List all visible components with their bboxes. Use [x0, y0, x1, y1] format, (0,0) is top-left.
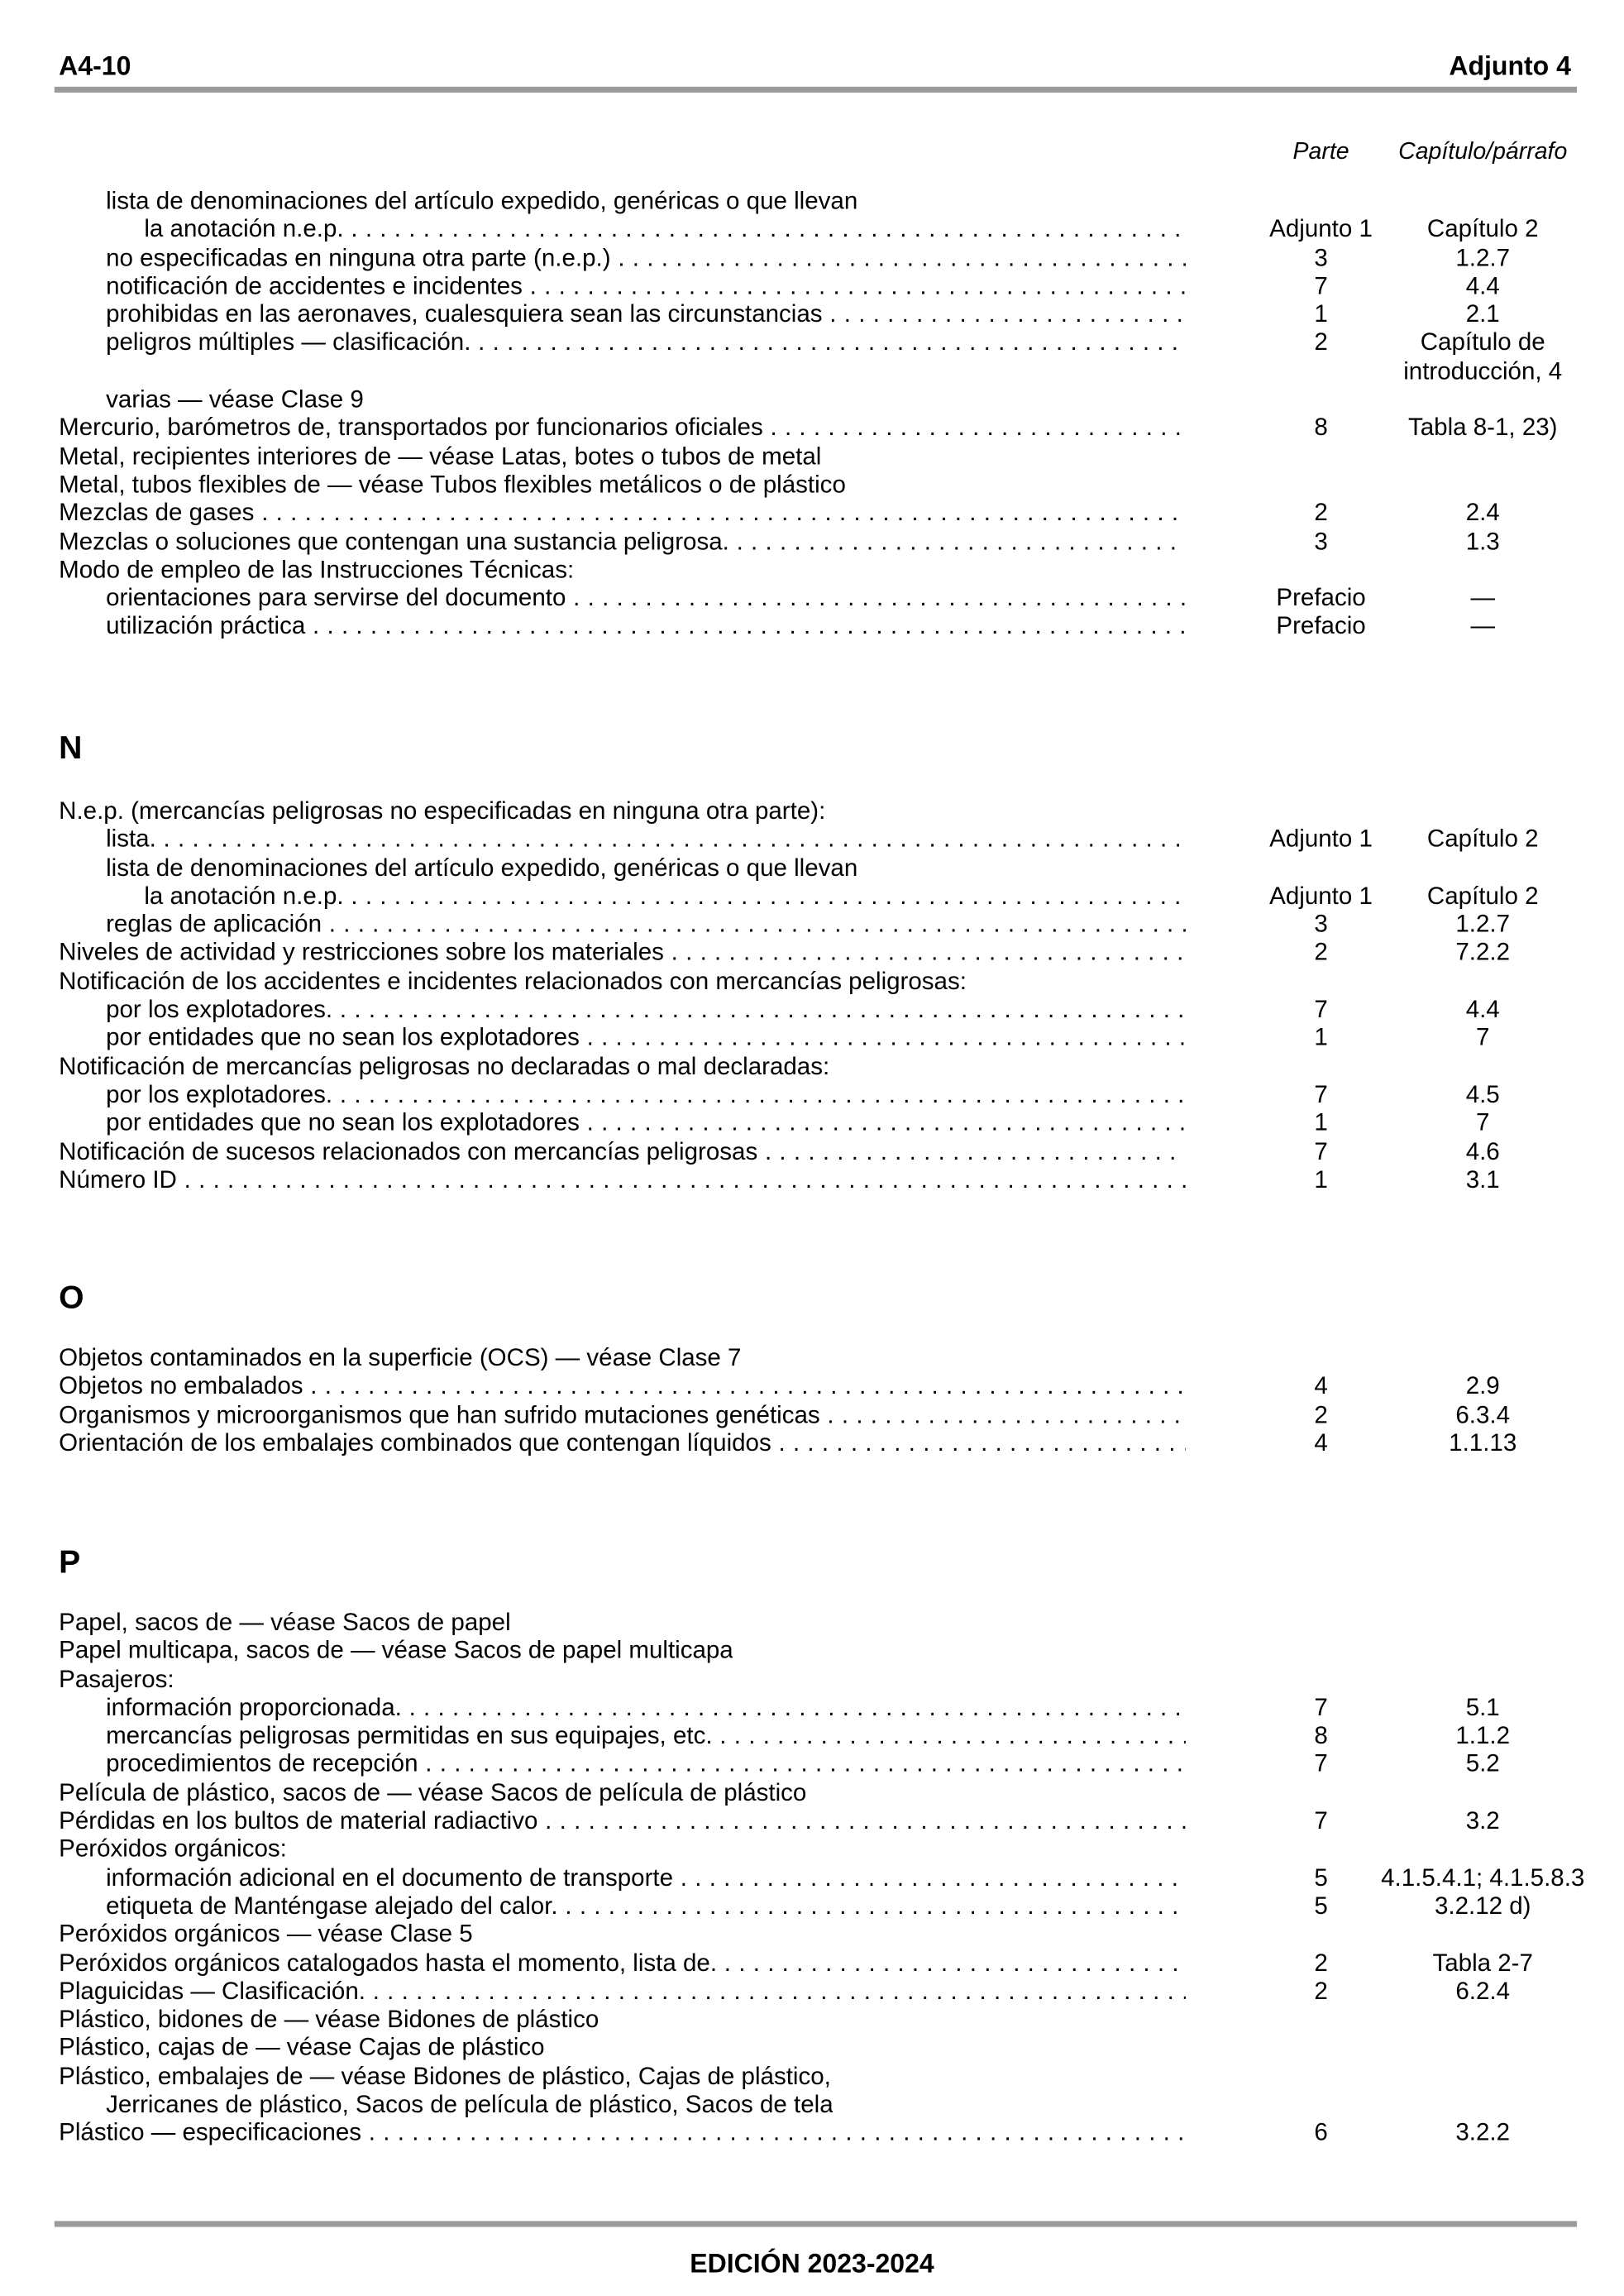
index-entry — [0, 1024, 1624, 1052]
index-entry — [0, 1949, 1624, 1977]
index-entry — [0, 1428, 1624, 1457]
entry-text: información adicional en el documento de transporte . . . — [106, 1863, 1186, 1892]
entry-capitulo: Capítulo de introducción, 4 — [1403, 328, 1563, 385]
entry-text: utilización práctica . . . — [106, 612, 1186, 640]
index-entry — [0, 612, 1624, 640]
entry-parte: 7 — [1314, 1136, 1328, 1165]
index-entry — [0, 825, 1624, 854]
index-entry — [0, 215, 1624, 243]
entry-capitulo: — — [1470, 612, 1495, 640]
entry-text: notificación de accidentes e incidentes . . . — [106, 272, 1186, 300]
entry-text: Mezclas de gases . . . — [59, 499, 1186, 527]
entry-parte: 7 — [1314, 1080, 1328, 1108]
index-entry — [0, 243, 1624, 271]
index-entry — [0, 1778, 1624, 1806]
index-entry — [0, 1806, 1624, 1834]
entry-text: Objetos contaminados en la superficie (OCS) — véase Clase 7 — [59, 1343, 742, 1372]
entry-capitulo: Capítulo 2 — [1426, 214, 1539, 243]
entry-parte: 4 — [1314, 1371, 1328, 1400]
index-entry — [0, 882, 1624, 910]
entry-text: Metal, tubos flexibles de — véase Tubos flexibles metálicos o de plástico — [59, 470, 846, 499]
index-entry — [0, 556, 1624, 584]
entry-capitulo: 6.3.4 — [1455, 1399, 1511, 1428]
entry-parte: 2 — [1314, 328, 1328, 356]
entry-text: Peróxidos orgánicos catalogados hasta el momento, lista de. . . . — [59, 1949, 1186, 1977]
edition-footer: EDICIÓN 2023-2024 — [690, 2249, 934, 2279]
index-entry — [0, 1693, 1624, 1721]
entry-text: Notificación de mercancías peligrosas no declaradas o mal declaradas: — [59, 1051, 830, 1080]
index-entry — [0, 1052, 1624, 1080]
entry-capitulo: 4.4 — [1465, 995, 1500, 1024]
index-entry — [0, 272, 1624, 300]
column-header-parte: Parte — [1292, 139, 1349, 165]
entry-parte: Prefacio — [1276, 612, 1366, 640]
entry-capitulo: 1.1.13 — [1449, 1428, 1517, 1457]
index-entry — [0, 2034, 1624, 2062]
entry-text: Plástico, cajas de — véase Cajas de plástico — [59, 2033, 545, 2062]
entry-capitulo: — — [1470, 583, 1495, 612]
index-entry — [0, 939, 1624, 967]
page-number: A4-10 — [59, 51, 131, 81]
entry-parte: 5 — [1314, 1863, 1328, 1892]
entry-text: Peróxidos orgánicos — véase Clase 5 — [59, 1920, 473, 1949]
index-entry — [0, 910, 1624, 938]
entry-text: Plaguicidas — Clasificación. . . . — [59, 1977, 1186, 2005]
entry-capitulo: 2.4 — [1465, 498, 1500, 527]
entry-parte: 3 — [1314, 910, 1328, 939]
entry-parte: Adjunto 1 — [1269, 214, 1373, 243]
entry-capitulo: 2.1 — [1465, 299, 1500, 328]
entry-text: Modo de empleo de las Instrucciones Técnicas: — [59, 555, 575, 584]
entry-text: Plástico, embalajes de — véase Bidones de plástico, Cajas de plástico, — [59, 2061, 831, 2090]
entry-parte: 7 — [1314, 1749, 1328, 1778]
index-entry — [0, 300, 1624, 328]
entry-parte: 2 — [1314, 1977, 1328, 2005]
index-entry — [0, 1920, 1624, 1948]
entry-text: lista. . . . — [106, 825, 1186, 854]
section-o — [0, 1343, 1624, 1457]
entry-capitulo: 1.1.2 — [1455, 1721, 1511, 1750]
index-entry — [0, 1108, 1624, 1136]
index-entry — [0, 499, 1624, 527]
entry-text: N.e.p. (mercancías peligrosas no especificadas en ninguna otra parte): — [59, 796, 826, 825]
index-entry — [0, 1343, 1624, 1371]
entry-text: Jerricanes de plástico, Sacos de película de plástico, Sacos de tela — [106, 2090, 833, 2119]
index-entry — [0, 1637, 1624, 1665]
entry-capitulo: 4.1.5.4.1; 4.1.5.8.3 — [1381, 1863, 1585, 1892]
entry-capitulo: 4.5 — [1465, 1080, 1500, 1108]
section-n — [0, 796, 1624, 1193]
index-entry — [0, 2005, 1624, 2033]
entry-capitulo: 1.3 — [1465, 527, 1500, 556]
entry-parte: Prefacio — [1276, 583, 1366, 612]
entry-parte: 1 — [1314, 299, 1328, 328]
entry-text: por los explotadores. . . . — [106, 995, 1186, 1023]
entry-parte: 7 — [1314, 1693, 1328, 1721]
index-entry — [0, 2119, 1624, 2147]
entry-text: etiqueta de Manténgase alejado del calor. . . . — [106, 1892, 1186, 1920]
entry-text: Orientación de los embalajes combinados que contengan líquidos . . . — [59, 1428, 1186, 1457]
entry-capitulo: 7 — [1476, 1108, 1490, 1137]
index-entry — [0, 1750, 1624, 1778]
index-entry — [0, 442, 1624, 470]
entry-parte: 8 — [1314, 414, 1328, 442]
entry-text: Peróxidos orgánicos: — [59, 1834, 287, 1863]
header-rule — [55, 87, 1577, 93]
index-entry — [0, 1863, 1624, 1892]
entry-text: prohibidas en las aeronaves, cualesquiera sean las circunstancias . . . — [106, 300, 1186, 328]
section-m — [0, 187, 1624, 641]
entry-text: Pérdidas en los bultos de material radiactivo . . . — [59, 1806, 1186, 1834]
entry-text: Notificación de sucesos relacionados con mercancías peligrosas . . . — [59, 1137, 1186, 1165]
index-entry — [0, 385, 1624, 414]
entry-text: Niveles de actividad y restricciones sobre los materiales . . . — [59, 939, 1186, 967]
index-entry — [0, 328, 1624, 385]
index-entry — [0, 854, 1624, 882]
entry-capitulo: 3.1 — [1465, 1165, 1500, 1193]
entry-parte: 8 — [1314, 1721, 1328, 1750]
entry-text: Organismos y microorganismos que han sufrido mutaciones genéticas . . . — [59, 1400, 1186, 1428]
entry-capitulo: 1.2.7 — [1455, 243, 1511, 272]
section-letter-n: N — [59, 729, 83, 766]
entry-capitulo: Capítulo 2 — [1426, 882, 1539, 910]
entry-capitulo: 2.9 — [1465, 1371, 1500, 1400]
entry-parte: 7 — [1314, 271, 1328, 300]
entry-capitulo: Capítulo 2 — [1426, 825, 1539, 854]
entry-text: procedimientos de recepción . . . — [106, 1750, 1186, 1778]
entry-text: orientaciones para servirse del documento . . . — [106, 584, 1186, 612]
entry-text: Objetos no embalados . . . — [59, 1372, 1186, 1400]
entry-text: Plástico — especificaciones . . . — [59, 2119, 1186, 2147]
entry-parte: 3 — [1314, 243, 1328, 272]
index-entry — [0, 2090, 1624, 2118]
entry-text: Papel multicapa, sacos de — véase Sacos de papel multicapa — [59, 1636, 733, 1665]
section-letter-p: P — [59, 1543, 81, 1581]
index-entry — [0, 527, 1624, 555]
entry-capitulo: Tabla 2-7 — [1432, 1948, 1533, 1977]
index-entry — [0, 187, 1624, 215]
section-p — [0, 1608, 1624, 2147]
entry-text: por entidades que no sean los explotadores . . . — [106, 1108, 1186, 1136]
entry-parte: 7 — [1314, 995, 1328, 1024]
entry-parte: 2 — [1314, 1948, 1328, 1977]
entry-text: Metal, recipientes interiores de — véase Latas, botes o tubos de metal — [59, 442, 822, 471]
index-entry — [0, 584, 1624, 612]
entry-text: Papel, sacos de — véase Sacos de papel — [59, 1608, 511, 1637]
entry-text: lista de denominaciones del artículo expedido, genéricas o que llevan — [106, 853, 858, 882]
entry-capitulo: 7 — [1476, 1023, 1490, 1052]
entry-parte: 2 — [1314, 938, 1328, 967]
entry-parte: 6 — [1314, 2118, 1328, 2147]
entry-parte: 3 — [1314, 527, 1328, 556]
entry-text: la anotación n.e.p. . . . — [144, 882, 1186, 910]
entry-text: Mercurio, barómetros de, transportados por funcionarios oficiales . . . — [59, 414, 1186, 442]
footer-rule — [55, 2221, 1577, 2227]
entry-text: reglas de aplicación . . . — [106, 910, 1186, 938]
section-letter-o: O — [59, 1279, 84, 1316]
entry-parte: 2 — [1314, 1399, 1328, 1428]
entry-capitulo: 4.6 — [1465, 1136, 1500, 1165]
entry-text: varias — véase Clase 9 — [106, 385, 364, 414]
entry-text: Número ID . . . — [59, 1165, 1186, 1193]
entry-parte: 4 — [1314, 1428, 1328, 1457]
entry-text: peligros múltiples — clasificación. . . . — [106, 328, 1186, 356]
entry-capitulo: Tabla 8-1, 23) — [1407, 414, 1558, 442]
entry-text: información proporcionada. . . . — [106, 1693, 1186, 1721]
entry-parte: Adjunto 1 — [1269, 882, 1373, 910]
entry-text: Notificación de los accidentes e incidentes relacionados con mercancías peligrosas: — [59, 967, 967, 995]
index-entry — [0, 1977, 1624, 2005]
entry-text: por entidades que no sean los explotadores . . . — [106, 1024, 1186, 1052]
entry-capitulo: 3.2.12 d) — [1434, 1892, 1531, 1920]
index-entry — [0, 995, 1624, 1023]
column-header-capitulo: Capítulo/párrafo — [1398, 139, 1568, 165]
index-entry — [0, 796, 1624, 825]
index-entry — [0, 1080, 1624, 1108]
entry-text: mercancías peligrosas permitidas en sus equipajes, etc. . . . — [106, 1721, 1186, 1749]
index-entry — [0, 1835, 1624, 1863]
entry-parte: 7 — [1314, 1806, 1328, 1835]
index-entry — [0, 967, 1624, 995]
index-entry — [0, 1892, 1624, 1920]
entry-capitulo: 4.4 — [1465, 271, 1500, 300]
index-entry — [0, 471, 1624, 499]
index-entry — [0, 1372, 1624, 1400]
entry-parte: Adjunto 1 — [1269, 825, 1373, 854]
index-entry — [0, 414, 1624, 442]
index-entry — [0, 2062, 1624, 2090]
entry-text: Pasajeros: — [59, 1664, 174, 1693]
entry-parte: 1 — [1314, 1108, 1328, 1137]
index-entry — [0, 1721, 1624, 1749]
entry-text: por los explotadores. . . . — [106, 1080, 1186, 1108]
entry-capitulo: 7.2.2 — [1455, 938, 1511, 967]
attachment-title: Adjunto 4 — [1449, 51, 1571, 81]
entry-capitulo: 3.2.2 — [1455, 2118, 1511, 2147]
entry-capitulo: 5.2 — [1465, 1749, 1500, 1778]
index-entry — [0, 1608, 1624, 1636]
entry-text: no especificadas en ninguna otra parte (n.e.p.) . . . — [106, 243, 1186, 271]
entry-capitulo: 5.1 — [1465, 1693, 1500, 1721]
entry-parte: 2 — [1314, 498, 1328, 527]
entry-capitulo: 1.2.7 — [1455, 910, 1511, 939]
index-entry — [0, 1165, 1624, 1193]
entry-text: Plástico, bidones de — véase Bidones de plástico — [59, 2005, 599, 2034]
entry-parte: 1 — [1314, 1023, 1328, 1052]
index-entry — [0, 1137, 1624, 1165]
entry-text: Película de plástico, sacos de — véase Sacos de película de plástico — [59, 1778, 807, 1806]
entry-text: Mezclas o soluciones que contengan una sustancia peligrosa. . . . — [59, 527, 1186, 555]
entry-text: lista de denominaciones del artículo expedido, genéricas o que llevan — [106, 186, 858, 215]
entry-capitulo: 3.2 — [1465, 1806, 1500, 1835]
entry-text: la anotación n.e.p. . . . — [144, 215, 1186, 243]
entry-parte: 5 — [1314, 1892, 1328, 1920]
index-entry — [0, 1400, 1624, 1428]
entry-parte: 1 — [1314, 1165, 1328, 1193]
index-entry — [0, 1665, 1624, 1693]
entry-capitulo: 6.2.4 — [1455, 1977, 1511, 2005]
